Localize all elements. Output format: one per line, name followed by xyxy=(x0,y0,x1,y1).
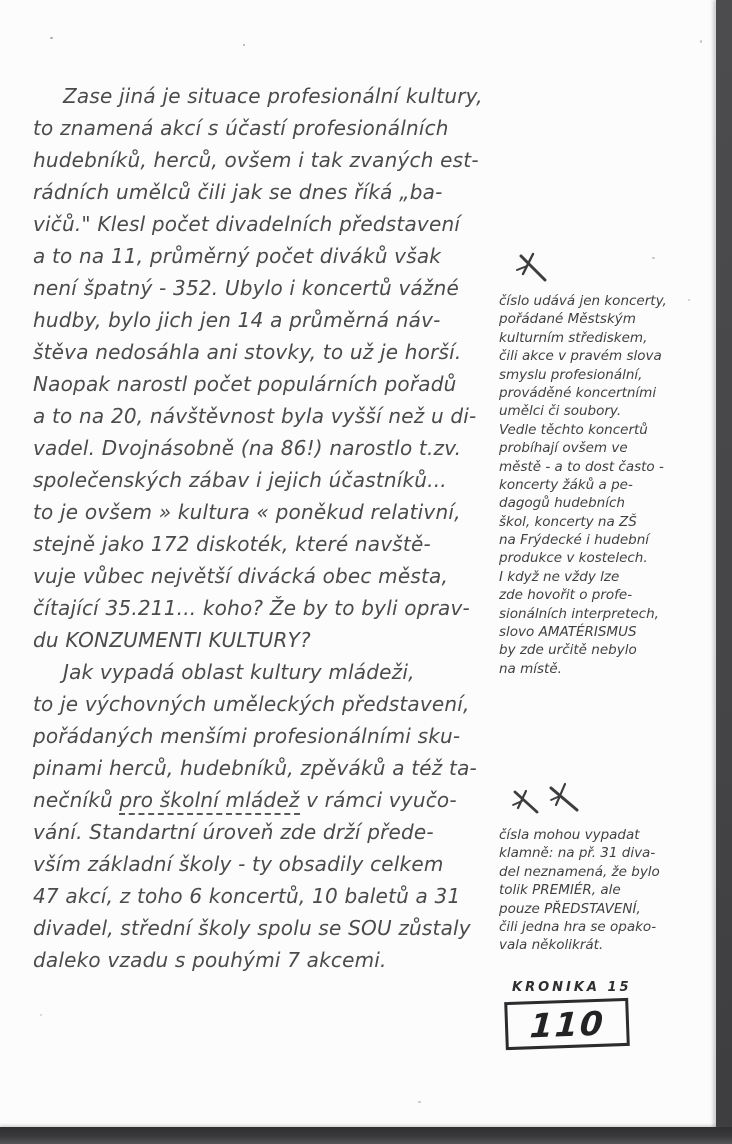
text-line: pouze PŘEDSTAVENÍ, xyxy=(499,900,641,917)
text-line: sionálních interpretech, xyxy=(499,605,659,622)
scan-edge-right xyxy=(716,0,732,1144)
margin-note-2-text xyxy=(499,826,719,955)
text-line: a to na 20, návštěvnost byla vyšší než u di- xyxy=(33,404,477,428)
scan-speck xyxy=(243,44,245,46)
text-line: probíhají ovšem ve xyxy=(499,440,628,457)
text-line: čili akce v pravém slova xyxy=(499,348,662,365)
text-line: Vedle těchto koncertů xyxy=(499,421,648,438)
paragraph xyxy=(33,80,503,656)
text-line: pořádaných menšími profesionálními sku- xyxy=(33,724,461,748)
text-line: divadel, střední školy spolu se SOU zůstaly xyxy=(33,916,471,940)
text-line: vání. Standartní úroveň zde drží přede- xyxy=(33,820,434,844)
page-number-box xyxy=(504,998,630,1050)
text-line: na místě. xyxy=(499,660,562,677)
text-line: štěva nedosáhla ani stovky, to už je horší. xyxy=(33,340,462,364)
text-line: vším základní školy - ty obsadily celkem xyxy=(33,852,444,876)
paragraph xyxy=(33,656,503,976)
text-line: daleko vzadu s pouhými 7 akcemi. xyxy=(33,948,387,972)
margin-note-1 xyxy=(499,252,719,678)
text-line: del neznamená, že bylo xyxy=(499,863,660,880)
text-line: a to na 11, průměrný počet diváků však xyxy=(33,244,442,268)
scan-speck xyxy=(652,257,655,259)
text-line: hudby, bylo jich jen 14 a průměrná náv- xyxy=(33,308,441,332)
margin-note-1-marks xyxy=(499,252,719,288)
margin-note-1-text xyxy=(499,292,719,678)
text-line: na Frýdecké i hudební xyxy=(499,532,650,549)
text-line: pinami herců, hudebníků, zpěváků a též ta- xyxy=(33,756,477,780)
text-segment: nečníků xyxy=(33,788,120,812)
text-line: není špatný - 352. Ubylo i koncertů vážné xyxy=(33,276,460,300)
text-line: čili jedna hra se opako- xyxy=(499,918,657,935)
text-line: umělci či soubory. xyxy=(499,403,622,420)
scan-edge-bottom xyxy=(0,1127,732,1144)
text-line: to je ovšem » kultura « poněkud relativní, xyxy=(33,500,461,524)
text-line: čítající 35.211... koho? Že by to byli oprav- xyxy=(33,596,470,620)
text-line: Naopak narostl počet populárních pořadů xyxy=(33,372,457,396)
text-line: vičů." Klesl počet divadelních představení xyxy=(33,212,461,236)
reference-cross-icon xyxy=(509,788,543,820)
text-line: I když ne vždy lze xyxy=(499,568,620,585)
text-line: městě - a to dost často - xyxy=(499,458,664,475)
reference-cross-icon xyxy=(513,252,551,288)
text-line: du KONZUMENTI KULTURY? xyxy=(33,628,311,652)
text-line: slovo AMATÉRISMUS xyxy=(499,624,637,641)
text-line: stejně jako 172 diskoték, které navště- xyxy=(33,532,431,556)
text-line xyxy=(33,784,503,816)
text-line: 47 akcí, z toho 6 koncertů, 10 baletů a 31 xyxy=(33,884,461,908)
text-line: by zde určitě nebylo xyxy=(499,642,637,659)
main-text-column xyxy=(33,80,503,976)
text-line: smyslu profesionální, xyxy=(499,366,643,383)
scan-speck xyxy=(688,299,690,301)
text-line: číslo udává jen koncerty, xyxy=(499,293,667,309)
text-line: kulturním střediskem, xyxy=(499,329,648,346)
text-line: to je výchovných uměleckých představení, xyxy=(33,692,470,716)
text-line: zde hovořit o profe- xyxy=(499,587,633,604)
text-line: Jak vypadá oblast kultury mládeži, xyxy=(63,660,415,684)
scan-speck xyxy=(40,1014,42,1016)
scan-speck xyxy=(700,40,702,43)
text-line: škol, koncerty na ZŠ xyxy=(499,513,637,530)
text-line: vala několikrát. xyxy=(499,937,604,954)
text-line: vadel. Dvojnásobně (na 86!) narostlo t.zv. xyxy=(33,436,462,460)
text-line: hudebníků, herců, ovšem i tak zvaných est- xyxy=(33,148,479,172)
chronicle-label: KRONIKA 15 xyxy=(512,980,632,995)
scan-speck xyxy=(50,37,53,39)
text-line: produkce v kostelech. xyxy=(499,550,648,567)
text-line: tolik PREMIÉR, ale xyxy=(499,882,621,899)
text-line: pořádané Městským xyxy=(499,311,636,328)
text-line: klamně: na př. 31 diva- xyxy=(499,845,656,862)
margin-note-2 xyxy=(499,782,719,955)
underlined-text: pro školní mládež xyxy=(119,788,299,815)
text-line: dagogů hudebních xyxy=(499,495,625,512)
page-number: 110 xyxy=(528,1003,606,1045)
text-line: rádních umělců čili jak se dnes říká „ba- xyxy=(33,180,443,204)
scan-speck xyxy=(418,1101,421,1103)
text-line: vuje vůbec největší divácká obec města, xyxy=(33,564,449,588)
text-segment: v rámci vyučo- xyxy=(299,788,457,812)
text-line: to znamená akcí s účastí profesionálních xyxy=(33,116,449,140)
reference-cross-icon xyxy=(545,782,583,816)
text-line: čísla mohou vypadat xyxy=(499,827,640,843)
text-line: prováděné koncertními xyxy=(499,384,657,401)
text-line: koncerty žáků a pe- xyxy=(499,476,633,493)
margin-note-2-marks xyxy=(499,782,719,818)
text-line: Zase jiná je situace profesionální kultury, xyxy=(63,84,483,108)
text-line: společenských zábav i jejich účastníků... xyxy=(33,468,447,492)
